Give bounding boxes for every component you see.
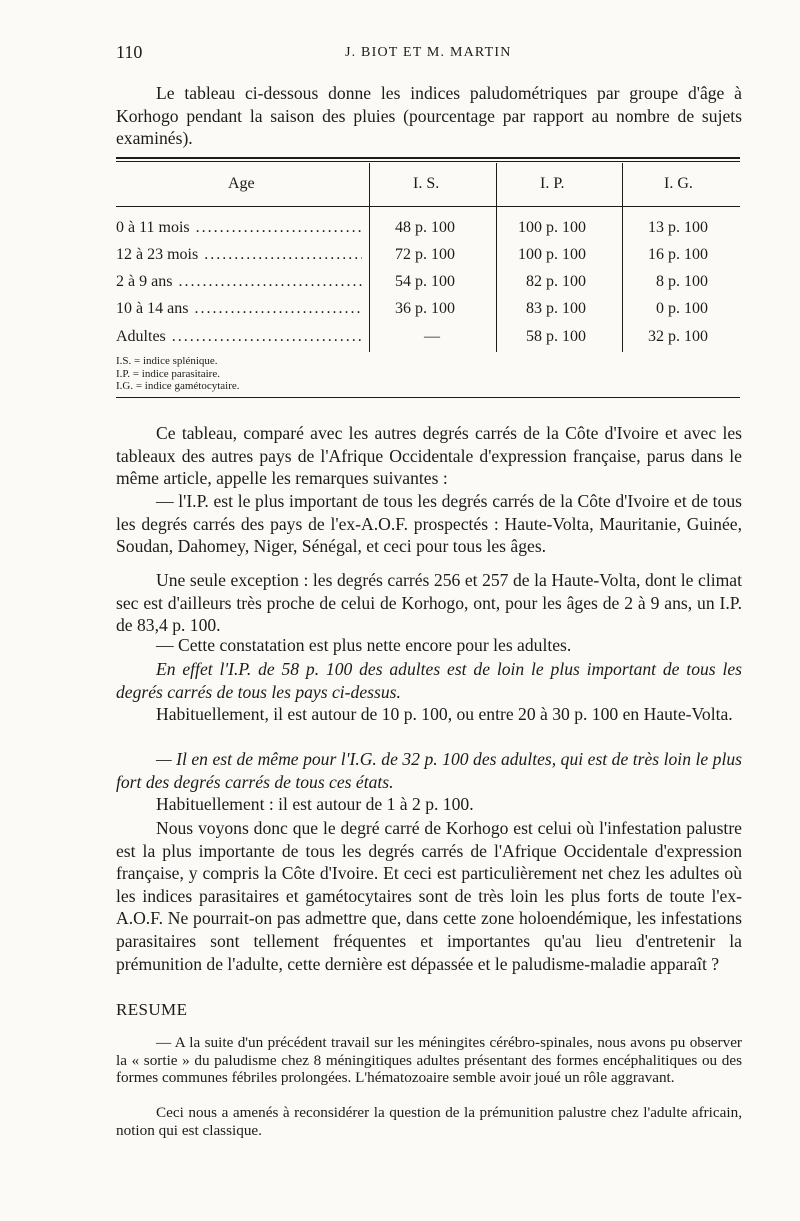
age-label: Adultes (116, 328, 166, 345)
is-value: 72 p. 100 (395, 246, 455, 263)
table-header-ig: I. G. (664, 175, 693, 192)
table-row (116, 273, 362, 291)
table-top-rule (116, 157, 740, 159)
is-value: — (424, 328, 440, 345)
table-row (116, 328, 362, 346)
age-label: 12 à 23 mois (116, 246, 199, 263)
body-paragraph: — l'I.P. est le plus important de tous les degrés carrés de la Côte d'Ivoire et de tous les degrés carrés des pays de l'ex-A.O.F. prospectés : Haute-Volta, Mauritanie, Guinée, Soudan, Dahomey, Niger, Sénégal, et ceci pour tous les âges. (116, 491, 742, 557)
table-header-age: Age (228, 175, 255, 192)
body-paragraph-italic: En effet l'I.P. de 58 p. 100 des adultes est de loin le plus important de tous les degrés carrés de tous les pays ci-dessus. (116, 659, 742, 702)
table-legend (116, 355, 240, 393)
body-paragraph: Habituellement : il est autour de 1 à 2 p. 100. (156, 794, 474, 814)
ig-value: 32 p. 100 (648, 328, 708, 345)
table-header-ip: I. P. (540, 175, 565, 192)
body-paragraph: Nous voyons donc que le degré carré de Korhogo est celui où l'infestation palustre est la plus importante de tous les degrés carrés de l'Afrique Occidentale d'expression française, y compris la Côte d'Ivoire. Et ceci est particulièrement net chez les adultes où les indices parasitaires et gamétocytaires sont de très loin les plus forts de toute l'ex-A.O.F. Ne pourrait-on pas admettre que, dans cette zone holoendémique, les infestations parasitaires sont tellement fréquentes et importantes qu'au lieu d'entretenir la prémunition de l'adulte, cette dernière est dépassée et le paludisme-maladie apparaît ? (116, 818, 742, 974)
body-paragraph: — Cette constatation est plus nette encore pour les adultes. (156, 635, 572, 655)
ig-value: 16 p. 100 (648, 246, 708, 263)
ip-value: 83 p. 100 (526, 300, 586, 317)
intro-paragraph: Le tableau ci-dessous donne les indices paludométriques par groupe d'âge à Korhogo pendant la saison des pluies (pourcentage par rapport au nombre de sujets examinés). (116, 83, 742, 149)
table-header-rule (116, 206, 740, 207)
ig-value: 8 p. 100 (656, 273, 708, 290)
ip-value: 100 p. 100 (518, 246, 586, 263)
body-paragraph: Ce tableau, comparé avec les autres degrés carrés de la Côte d'Ivoire et avec les tableaux des autres pays de l'Afrique Occidentale d'expression française, parus dans le même article, appelle les remarques suivantes : (116, 423, 742, 489)
column-divider (496, 163, 497, 352)
body-paragraph-italic: — Il en est de même pour l'I.G. de 32 p. 100 des adultes, qui est de très loin le plus fort des degrés carrés de tous ces états. (116, 749, 742, 792)
body-paragraph: Habituellement, il est autour de 10 p. 100, ou entre 20 à 30 p. 100 en Haute-Volta. (156, 704, 733, 724)
body-paragraph: Une seule exception : les degrés carrés 256 et 257 de la Haute-Volta, dont le climat sec est d'ailleurs très proche de celui de Korhogo, ont, pour les âges de 2 à 9 ans, un I.P. de 83,4 p. 100. (116, 570, 742, 636)
legend-item: I.S. = indice splénique. (116, 355, 218, 367)
table-row (116, 246, 362, 264)
resume-title: RESUME (116, 1000, 188, 1019)
page-number: 110 (116, 42, 143, 62)
age-label: 0 à 11 mois (116, 219, 190, 236)
table-bottom-rule (116, 397, 740, 398)
ip-value: 100 p. 100 (518, 219, 586, 236)
legend-item: I.G. = indice gamétocytaire. (116, 380, 240, 392)
age-label: 10 à 14 ans (116, 300, 189, 317)
is-value: 36 p. 100 (395, 300, 455, 317)
column-divider (622, 163, 623, 352)
ip-value: 82 p. 100 (526, 273, 586, 290)
age-label: 2 à 9 ans (116, 273, 173, 290)
ig-value: 0 p. 100 (656, 300, 708, 317)
legend-item: I.P. = indice parasitaire. (116, 367, 220, 380)
resume-paragraph: — A la suite d'un précédent travail sur les méningites cérébro-spinales, nous avons pu observer la « sortie » du paludisme chez 8 méningitiques adultes présentant des formes encéphalitiques ou des formes communes fébriles prolongées. L'hématozoaire semble avoir joué un rôle aggravant. (116, 1034, 742, 1087)
table-row (116, 300, 362, 318)
resume-paragraph: Ceci nous a amenés à reconsidérer la question de la prémunition palustre chez l'adulte africain, notion qui est classique. (116, 1104, 742, 1139)
column-divider (369, 163, 370, 352)
ip-value: 58 p. 100 (526, 328, 586, 345)
ig-value: 13 p. 100 (648, 219, 708, 236)
is-value: 54 p. 100 (395, 273, 455, 290)
is-value: 48 p. 100 (395, 219, 455, 236)
table-header-is: I. S. (413, 175, 440, 192)
table-top-rule-thin (116, 161, 740, 162)
table-row (116, 219, 362, 237)
running-header-authors: J. BIOT ET M. MARTIN (345, 45, 512, 60)
